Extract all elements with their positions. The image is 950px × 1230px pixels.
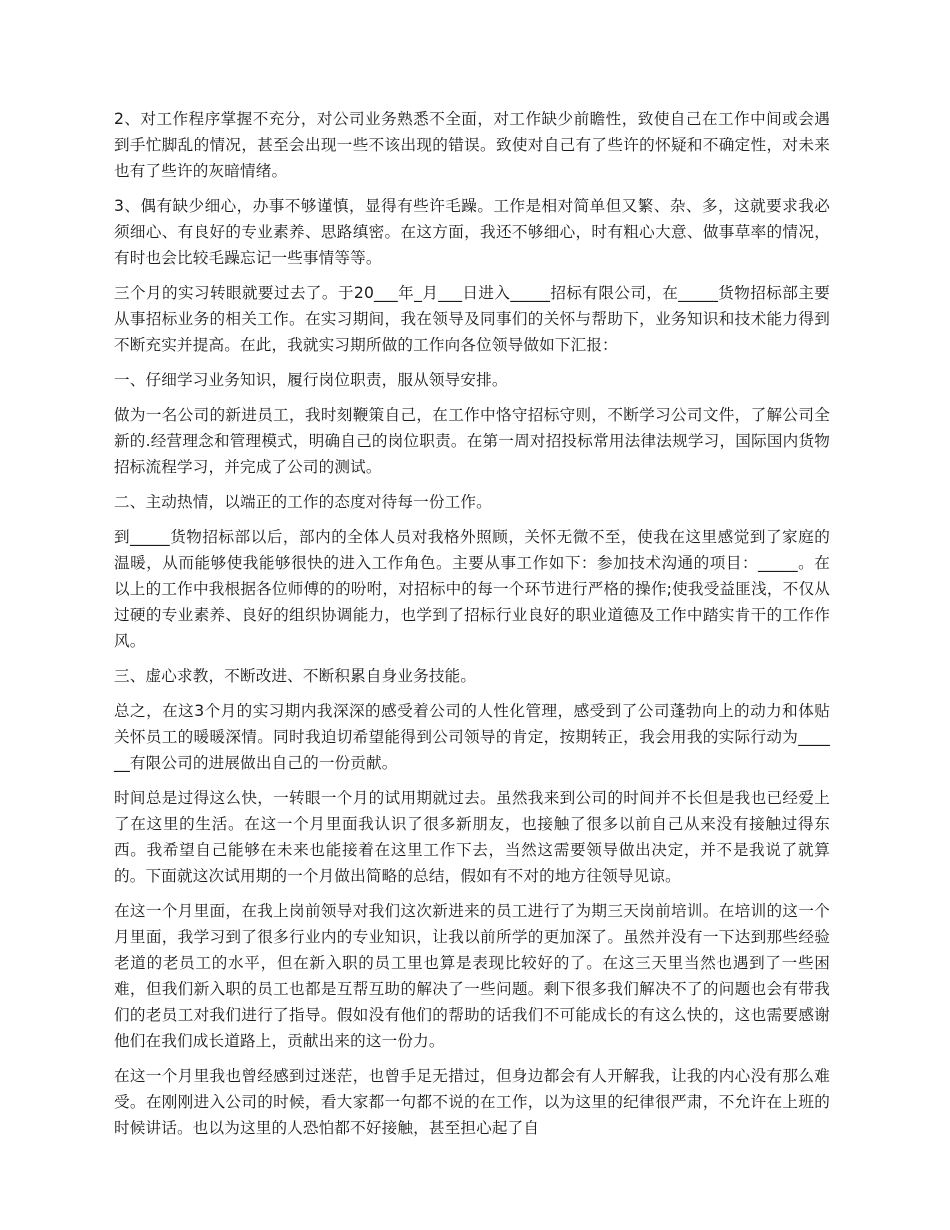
paragraph-point-2: 2、对工作程序掌握不充分，对公司业务熟悉不全面，对工作缺少前瞻性，致使自己在工作中间或会遇到手忙脚乱的情况，甚至会出现一些不该出现的错误。致使对自己有了些许的怀疑和不确定性，对未来也有了些许的灰暗情绪。 xyxy=(114,110,830,180)
document-body xyxy=(114,106,830,1150)
paragraph-summary: 总之，在这3个月的实习期内我深深的感受着公司的人性化管理，感受到了公司蓬勃向上的动力和体贴关怀员工的暖暖深情。同时我迫切希望能得到公司领导的肯定，按期转正，我会用我的实际行动为______有限公司的进展做出自己的一份贡献。 xyxy=(114,702,830,772)
paragraph-department-work: 到_____货物招标部以后，部内的全体人员对我格外照顾，关怀无微不至，使我在这里感觉到了家庭的温暖，从而能够使我能够很快的进入工作角色。主要从事工作如下：参加技术沟通的项目：_____。在以上的工作中我根据各位师傅的的吩咐，对招标中的每一个环节进行严格的操作;使我受益匪浅，不仅从过硬的专业素养、良好的组织协调能力，也学到了招标行业良好的职业道德及工作中踏实肯干的工作作风。 xyxy=(114,528,830,650)
section-heading-1: 一、仔细学习业务知识，履行岗位职责，服从领导安排。 xyxy=(114,371,508,389)
section-heading-3: 三、虚心求教，不断改进、不断积累自身业务技能。 xyxy=(114,667,477,685)
paragraph-point-3: 3、偶有缺少细心，办事不够谨慎，显得有些许毛躁。工作是相对简单但又繁、杂、多，这就要求我必须细心、有良好的专业素养、思路缜密。在这方面，我还不够细心，时有粗心大意、做事草率的情况，有时也会比较毛躁忘记一些事情等等。 xyxy=(114,197,830,267)
section-heading-2: 二、主动热情，以端正的工作的态度对待每一份工作。 xyxy=(114,493,492,511)
paragraph-probation-month: 时间总是过得这么快，一转眼一个月的试用期就过去。虽然我来到公司的时间并不长但是我也已经爱上了在这里的生活。在这一个月里面我认识了很多新朋友，也接触了很多以前自己从来没有接触过得东西。我希望自己能够在未来也能接着在这里工作下去，当然这需要领导做出决定，并不是我说了就算的。下面就这次试用期的一个月做出简略的总结，假如有不对的地方往领导见谅。 xyxy=(114,789,830,885)
paragraph-internship-intro: 三个月的实习转眼就要过去了。于20___年_月___日进入_____招标有限公司，在_____货物招标部主要从事招标业务的相关工作。在实习期间，我在领导及同事们的关怀与帮助下，业务知识和技术能力得到不断充实并提高。在此，我就实习期所做的工作向各位领导做如下汇报： xyxy=(114,284,830,354)
paragraph-new-employee: 做为一名公司的新进员工，我时刻鞭策自己，在工作中恪守招标守则，不断学习公司文件，了解公司全新的.经营理念和管理模式，明确自己的岗位职责。在第一周对招投标常用法律法规学习，国际国内货物招标流程学习，并完成了公司的测试。 xyxy=(114,406,830,476)
paragraph-confusion: 在这一个月里我也曾经感到过迷茫，也曾手足无措过，但身边都会有人开解我，让我的内心没有那么难受。在刚刚进入公司的时候，看大家都一句都不说的在工作，以为这里的纪律很严肃，不允许在上班的时候讲话。也以为这里的人恐怕都不好接触，甚至担心起了自 xyxy=(114,1067,830,1137)
paragraph-training: 在这一个月里面，在我上岗前领导对我们这次新进来的员工进行了为期三天岗前培训。在培训的这一个月里面，我学习到了很多行业内的专业知识，让我以前所学的更加深了。虽然并没有一下达到那些经验老道的老员工的水平，但在新入职的员工里也算是表现比较好的了。在这三天里当然也遇到了一些困难，但我们新入职的员工也都是互帮互助的解决了一些问题。剩下很多我们解决不了的问题也会有带我们的老员工对我们进行了指导。假如没有他们的帮助的话我们不可能成长的有这么快的，这也需要感谢他们在我们成长道路上，贡献出来的这一份力。 xyxy=(114,902,830,1050)
